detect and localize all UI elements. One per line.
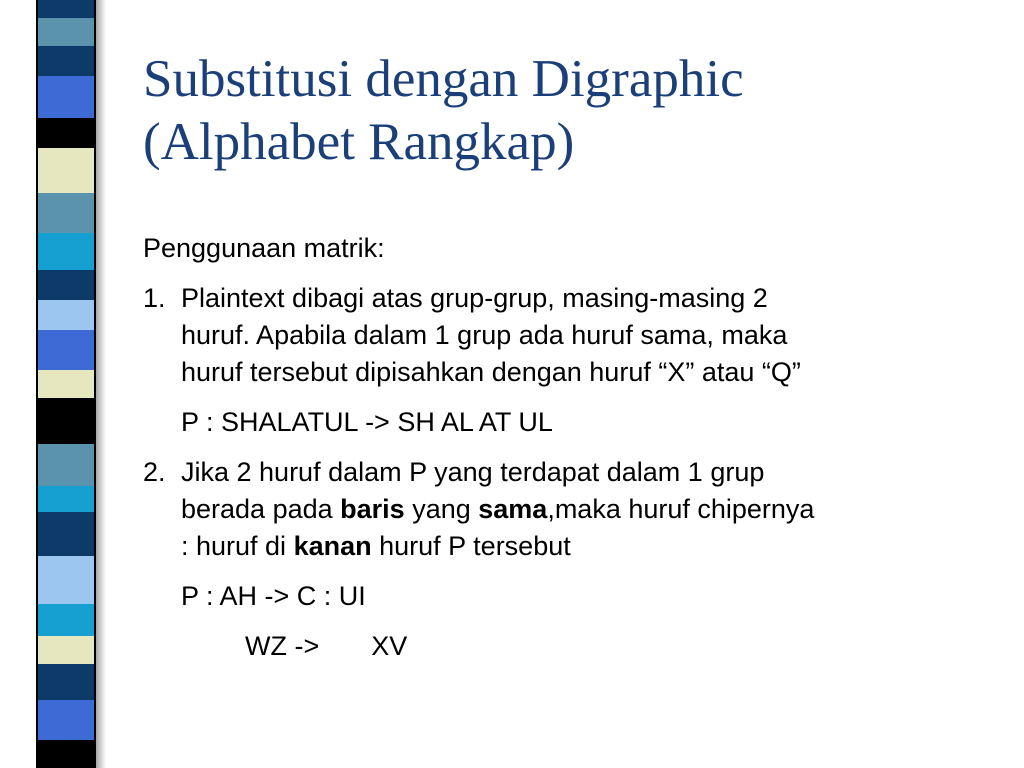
stripe-band bbox=[38, 330, 94, 370]
stripe-band bbox=[38, 604, 94, 636]
stripe-band bbox=[38, 300, 94, 330]
title-line-2: (Alphabet Rangkap) bbox=[143, 113, 575, 171]
item-2-line-3 bbox=[143, 528, 1003, 565]
list-item-2 bbox=[143, 454, 1003, 665]
intro-text: Penggunaan matrik: bbox=[143, 233, 385, 263]
stripe-band bbox=[38, 398, 94, 444]
stripe-band bbox=[38, 636, 94, 664]
item-number: 1. bbox=[143, 283, 166, 313]
slide-title bbox=[143, 48, 1003, 174]
list-item-1 bbox=[143, 280, 1003, 441]
stripe-band bbox=[38, 370, 94, 398]
text-segment: WZ -> bbox=[245, 631, 320, 661]
stripe-band bbox=[38, 46, 94, 76]
text-segment: ,maka huruf chipernya bbox=[547, 494, 815, 524]
stripe-band bbox=[38, 556, 94, 604]
text-segment: XV bbox=[371, 631, 408, 661]
bold-word-sama: sama bbox=[478, 494, 548, 524]
stripe-band bbox=[38, 512, 94, 556]
stripe-band bbox=[38, 664, 94, 700]
stripe-band bbox=[38, 76, 94, 118]
item-1-example: P : SHALATUL -> SH AL AT UL bbox=[181, 407, 553, 437]
decorative-stripe bbox=[36, 0, 96, 768]
stripe-band bbox=[38, 18, 94, 46]
stripe-band bbox=[38, 193, 94, 233]
text-segment: : huruf di bbox=[181, 531, 294, 561]
text-segment: berada pada bbox=[181, 494, 341, 524]
bold-word-kanan: kanan bbox=[293, 531, 372, 561]
stripe-band bbox=[38, 740, 94, 768]
stripe-band bbox=[38, 444, 94, 486]
stripe-band bbox=[38, 233, 94, 270]
item-number: 2. bbox=[143, 457, 166, 487]
item-2-example-1: P : AH -> C : UI bbox=[181, 581, 366, 611]
stripe-band bbox=[38, 270, 94, 300]
item-2-line-2 bbox=[143, 491, 1003, 528]
stripe-band bbox=[38, 486, 94, 512]
slide-body bbox=[143, 230, 1003, 665]
stripe-band bbox=[38, 0, 94, 18]
stripe-band bbox=[38, 118, 94, 148]
item-2-example-2 bbox=[143, 628, 1003, 665]
item-2-line-1: Jika 2 huruf dalam P yang terdapat dalam 1 grup bbox=[181, 457, 765, 487]
stripe-band bbox=[38, 700, 94, 740]
item-1-line-1: Plaintext dibagi atas grup-grup, masing-masing 2 bbox=[181, 283, 768, 313]
title-line-1: Substitusi dengan Digraphic bbox=[143, 50, 744, 108]
text-segment: huruf P tersebut bbox=[371, 531, 571, 561]
item-1-line-3: huruf tersebut dipisahkan dengan huruf “X” atau “Q” bbox=[181, 357, 801, 387]
item-1-line-2: huruf. Apabila dalam 1 grup ada huruf sama, maka bbox=[181, 320, 788, 350]
text-segment: yang bbox=[404, 494, 479, 524]
bold-word-baris: baris bbox=[340, 494, 405, 524]
stripe-shadow bbox=[96, 0, 106, 768]
stripe-band bbox=[38, 148, 94, 193]
